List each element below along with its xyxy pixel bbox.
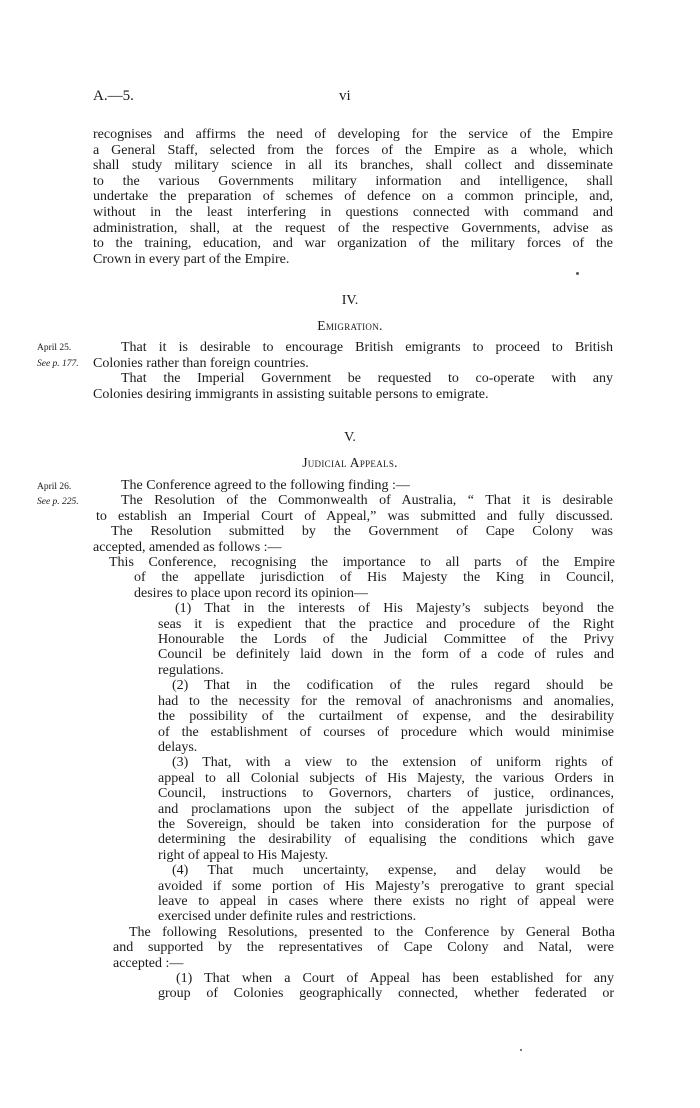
text-line: and supported by the representatives of Cape Colony and Natal, were: [113, 940, 614, 956]
text-line: accepted, amended as follows :—: [93, 539, 282, 555]
text-line: a General Staff, selected from the forces of the Empire as a whole, which: [93, 142, 613, 158]
text-line: That it is desirable to encourage British emigrants to proceed to British: [121, 340, 613, 355]
text-line: exercised under definite rules and restrictions.: [158, 909, 417, 925]
text-line: desires to place upon record its opinion—: [134, 585, 369, 601]
print-speck: [520, 1049, 522, 1051]
text-line: (4) That much uncertainty, expense, and delay would be: [172, 863, 613, 879]
page-number: vi: [339, 88, 351, 104]
text-line: (3) That, with a view to the extension of uniform rights of: [172, 755, 613, 771]
text-line: undertake the preparation of schemes of defence on a common principle, and,: [93, 189, 613, 205]
text-line: The following Resolutions, presented to the Conference by General Botha: [129, 924, 615, 940]
text-line: avoided if some portion of His Majesty’s prerogative to grant special: [158, 878, 614, 894]
text-line: The Resolution of the Commonwealth of Australia, “ That it is desirable: [121, 493, 613, 509]
text-line: shall study military science in all its branches, shall collect and disseminate: [93, 158, 613, 174]
text-line: of the establishment of courses of procedure which would minimise: [158, 724, 614, 740]
text-line: The Resolution submitted by the Government of Cape Colony was: [111, 524, 613, 540]
text-line: the possibility of the curtailment of expense, and the desirability: [158, 709, 614, 725]
text-line: Council, instructions to Governors, charters of justice, ordinances,: [158, 786, 614, 802]
text-line: to the training, education, and war organization of the military forces of the: [93, 236, 613, 252]
section-v-title: Judicial Appeals.: [302, 455, 398, 470]
text-line: Honourable the Lords of the Judicial Committee of the Privy: [158, 632, 614, 648]
text-line: and proclamations upon the subject of the appellate jurisdiction of: [158, 801, 614, 817]
text-line: had to the necessity for the removal of anachronisms and anomalies,: [158, 693, 614, 709]
print-speck: [576, 272, 579, 275]
text-line: of the appellate jurisdiction of His Majesty the King in Council,: [134, 570, 614, 586]
text-line: The Conference agreed to the following finding :—: [121, 478, 410, 493]
section-v-margin-ref: See p. 225.: [37, 497, 79, 507]
text-line: That the Imperial Government be requested to co-operate with any: [121, 371, 613, 387]
text-line: to the various Governments military information and intelligence, shall: [93, 173, 613, 189]
section-iv-body: [93, 340, 613, 402]
text-line: This Conference, recognising the importance to all parts of the Empire: [109, 555, 615, 571]
text-line: accepted :—: [113, 955, 184, 971]
text-line: leave to appeal in cases where there exists no right of appeal were: [158, 893, 614, 909]
section-v-margin-date: April 26.: [37, 482, 72, 492]
text-line: to establish an Imperial Court of Appeal,” was submitted and fully discussed.: [96, 508, 613, 524]
document-reference: A.—5.: [93, 88, 134, 104]
text-line: administration, shall, at the request of the respective Governments, advise as: [93, 220, 613, 236]
section-v-number: V.: [344, 430, 356, 445]
text-line: Colonies rather than foreign countries.: [93, 355, 309, 371]
section-v-body: [93, 478, 613, 1002]
text-line: Colonies desiring immigrants in assisting suitable persons to emigrate.: [93, 386, 489, 402]
text-line: regulations.: [158, 662, 224, 678]
text-line: without in the least interfering in questions connected with command and: [93, 204, 613, 220]
text-line: recognises and affirms the need of developing for the service of the Empire: [93, 127, 613, 142]
text-line: delays.: [158, 739, 198, 755]
text-line: Crown in every part of the Empire.: [93, 251, 290, 267]
text-line: seas it is expedient that the practice and procedure of the Right: [158, 616, 614, 632]
text-line: (1) That when a Court of Appeal has been established for any: [176, 971, 614, 986]
intro-paragraph: [93, 127, 613, 267]
text-line: group of Colonies geographically connected, whether federated or: [158, 986, 614, 1002]
text-line: Council be definitely laid down in the form of a code of rules and: [158, 647, 614, 663]
page-header: [0, 88, 700, 110]
text-line: (1) That in the interests of His Majesty’s subjects beyond the: [175, 601, 614, 617]
text-line: right of appeal to His Majesty.: [158, 847, 329, 863]
section-iv-number: IV.: [341, 293, 359, 308]
text-line: the Sovereign, should be taken into consideration for the purpose of: [158, 816, 614, 832]
text-line: appeal to all Colonial subjects of His Majesty, the various Orders in: [158, 770, 614, 786]
section-iv-margin-date: April 25.: [37, 343, 72, 353]
text-line: determining the desirability of equalising the conditions which gave: [158, 832, 614, 848]
section-iv-margin-ref: See p. 177.: [37, 359, 79, 369]
text-line: (2) That in the codification of the rules regard should be: [172, 678, 613, 694]
section-iv-title: Emigration.: [317, 318, 383, 333]
